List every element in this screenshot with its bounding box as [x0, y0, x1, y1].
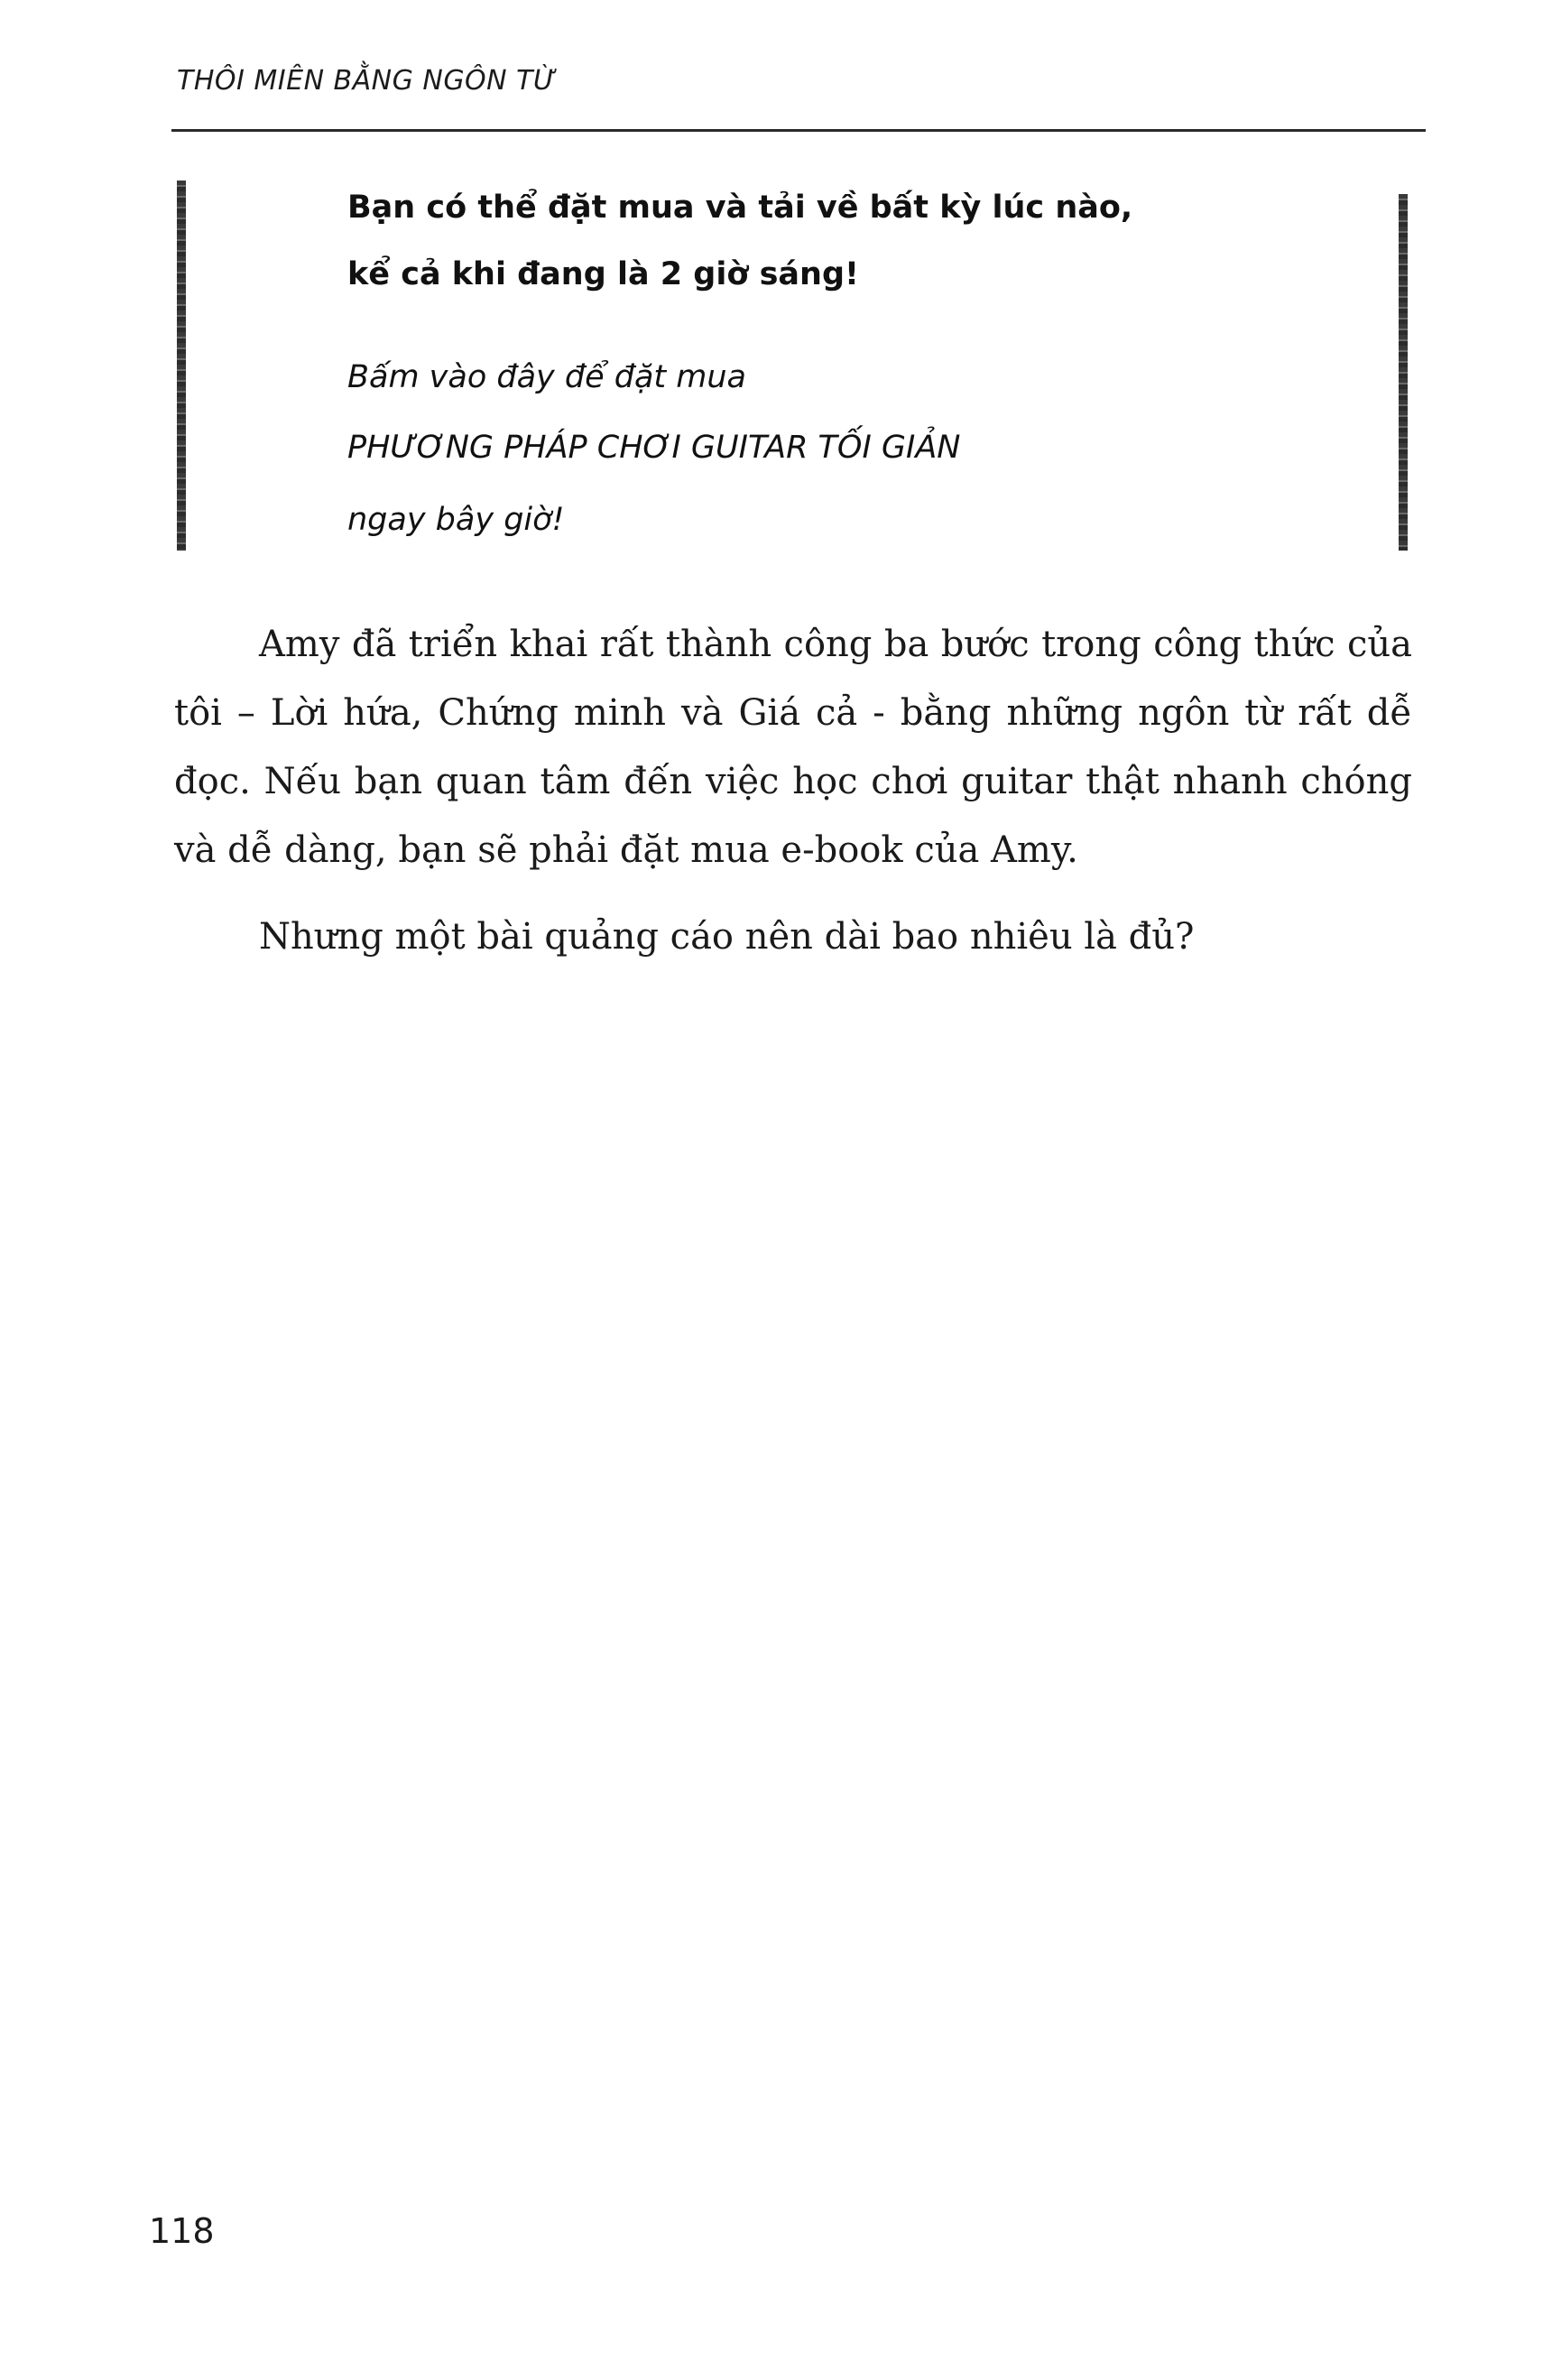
running-header: THÔI MIÊN BẰNG NGÔN TỪ — [177, 65, 557, 97]
body-paragraph-2: Nhưng một bài quảng cáo nên dài bao nhiêu là đủ? — [259, 916, 1195, 958]
order-link-line-3[interactable]: ngay bây giờ! — [347, 502, 565, 538]
callout-left-border — [177, 181, 186, 551]
order-link-line-1[interactable]: Bấm vào đây để đặt mua — [347, 359, 746, 395]
body-paragraph-1: Amy đã triển khai rất thành công ba bước trong công thức của tôi – Lời hứa, Chứng minh và Giá cả - bằng những ngôn từ rất dễ đọc. Nếu bạn quan tâm đến việc học chơi guitar thật nhanh chóng và dễ dàng, bạn sẽ phải đặt mua e-book của Amy. — [174, 624, 1412, 871]
header-rule — [171, 129, 1426, 132]
callout-line-1: Bạn có thể đặt mua và tải về bất kỳ lúc nào, — [347, 190, 1133, 226]
callout-right-border — [1399, 194, 1408, 551]
callout-line-2: kể cả khi đang là 2 giờ sáng! — [347, 256, 859, 292]
page-number: 118 — [149, 2211, 215, 2251]
order-link-line-2[interactable]: PHƯƠNG PHÁP CHƠI GUITAR TỐI GIẢN — [347, 430, 961, 466]
